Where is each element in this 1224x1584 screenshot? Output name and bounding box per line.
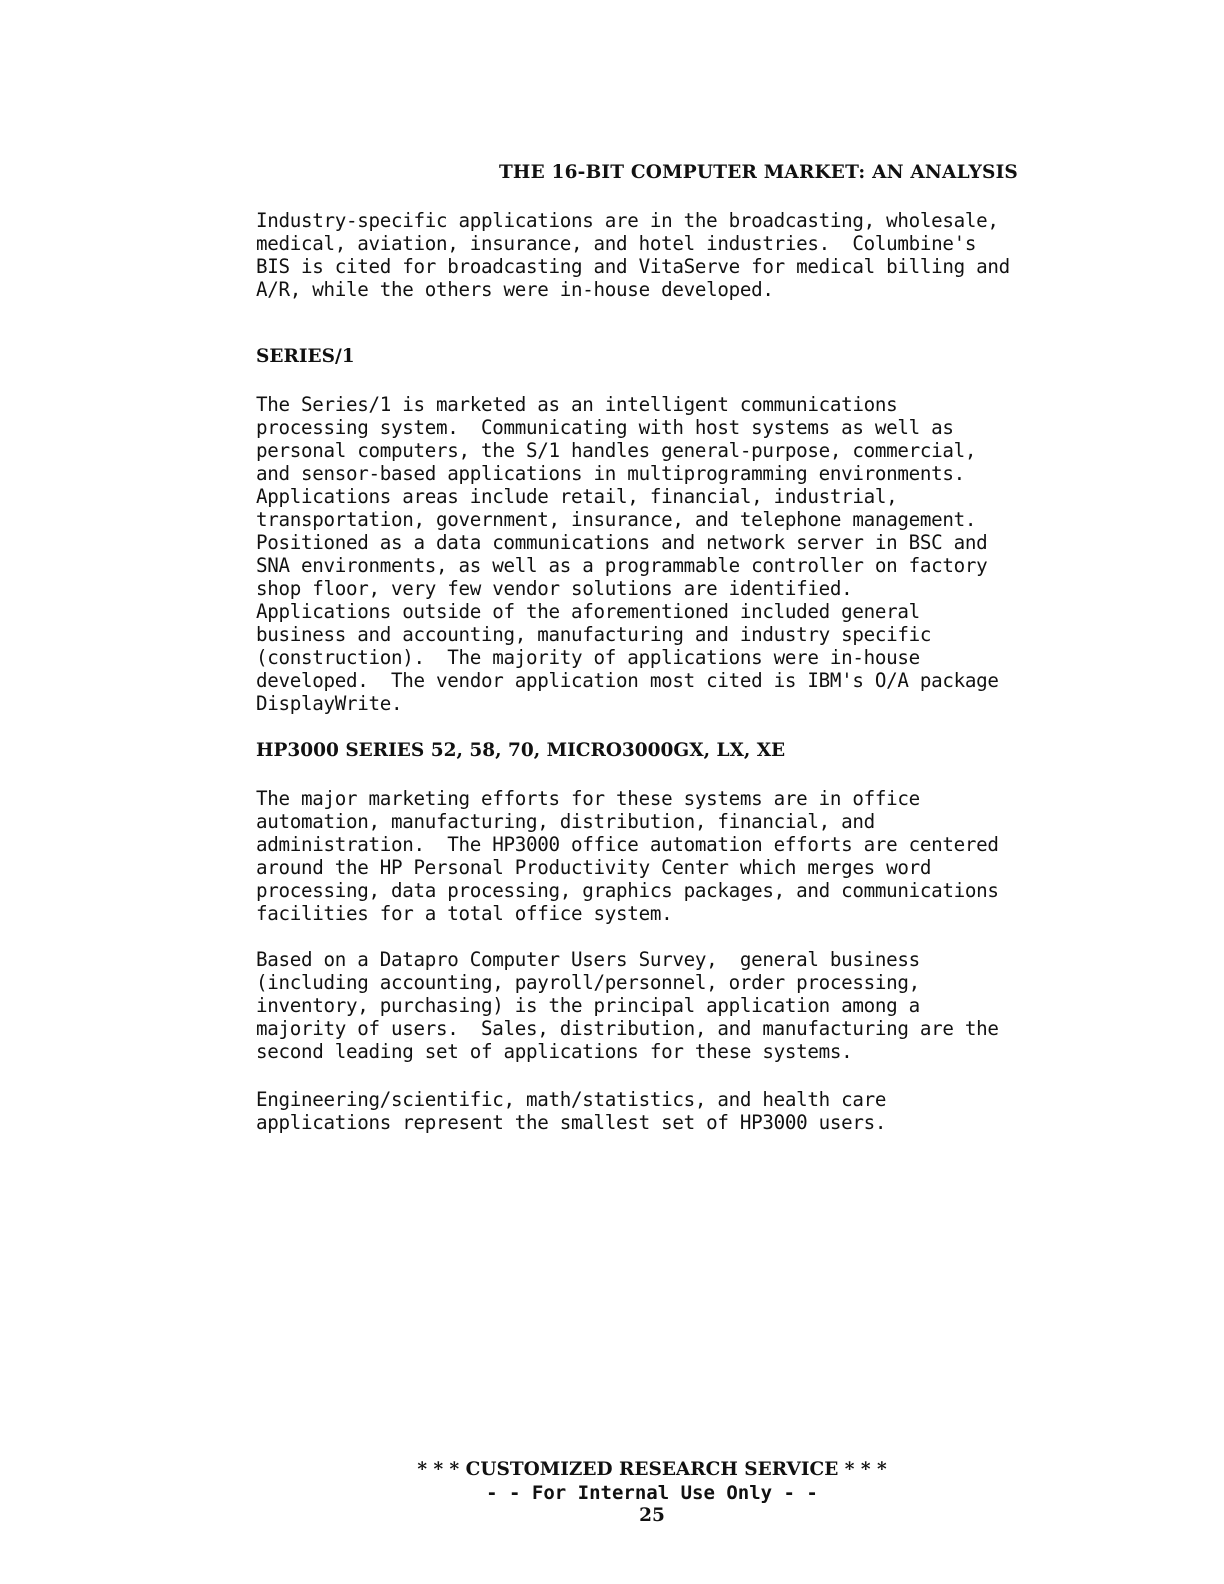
hp3000-paragraph-2: Based on a Datapro Computer Users Survey, general business (including accounting, payroll/personnel, order processing, inventory, purchasing) is the principal application among a majority of users. Sales, distribution, and manufacturing are the second leading set of applications for these systems. bbox=[256, 948, 999, 1063]
hp3000-heading: HP3000 SERIES 52, 58, 70, MICRO3000GX, LX, XE bbox=[256, 740, 786, 761]
series1-heading: SERIES/1 bbox=[256, 346, 355, 367]
hp3000-paragraph-1: The major marketing efforts for these systems are in office automation, manufacturing, distribution, financial, and administration. The HP3000 office automation efforts are centered around the HP Personal Productivity Center which merges word processing, data processing, graphics packages, and communications facilities for a total office system. bbox=[256, 787, 999, 925]
page-number: 25 bbox=[639, 1505, 665, 1526]
series1-paragraph: The Series/1 is marketed as an intelligent communications processing system. Communicating with host systems as well as personal computers, the S/1 handles general-purpose, commercial, and sensor-based applications in multiprogramming environments. Applications areas include retail, financial, industrial, transportation, government, insurance, and telephone management. Positioned as a data communications and network server in BSC and SNA environments, as well as a programmable controller on factory shop floor, very few vendor solutions are identified. Applications outside of the aforementioned included general business and accounting, manufacturing and industry specific (construction). The majority of applications were in-house developed. The vendor application most cited is IBM's O/A package DisplayWrite. bbox=[256, 393, 999, 715]
intro-paragraph: Industry-specific applications are in the broadcasting, wholesale, medical, aviation, insurance, and hotel industries. Columbine's BIS is cited for broadcasting and VitaServe for medical billing and A/R, while the others were in-house developed. bbox=[256, 209, 1010, 301]
running-header-title: THE 16-BIT COMPUTER MARKET: AN ANALYSIS bbox=[498, 162, 1018, 183]
hp3000-paragraph-3: Engineering/scientific, math/statistics, and health care applications represent the smallest set of HP3000 users. bbox=[256, 1088, 887, 1134]
footer-internal-use-notice: - - For Internal Use Only - - bbox=[486, 1482, 818, 1504]
footer-service-banner: * * * CUSTOMIZED RESEARCH SERVICE * * * bbox=[417, 1459, 887, 1480]
